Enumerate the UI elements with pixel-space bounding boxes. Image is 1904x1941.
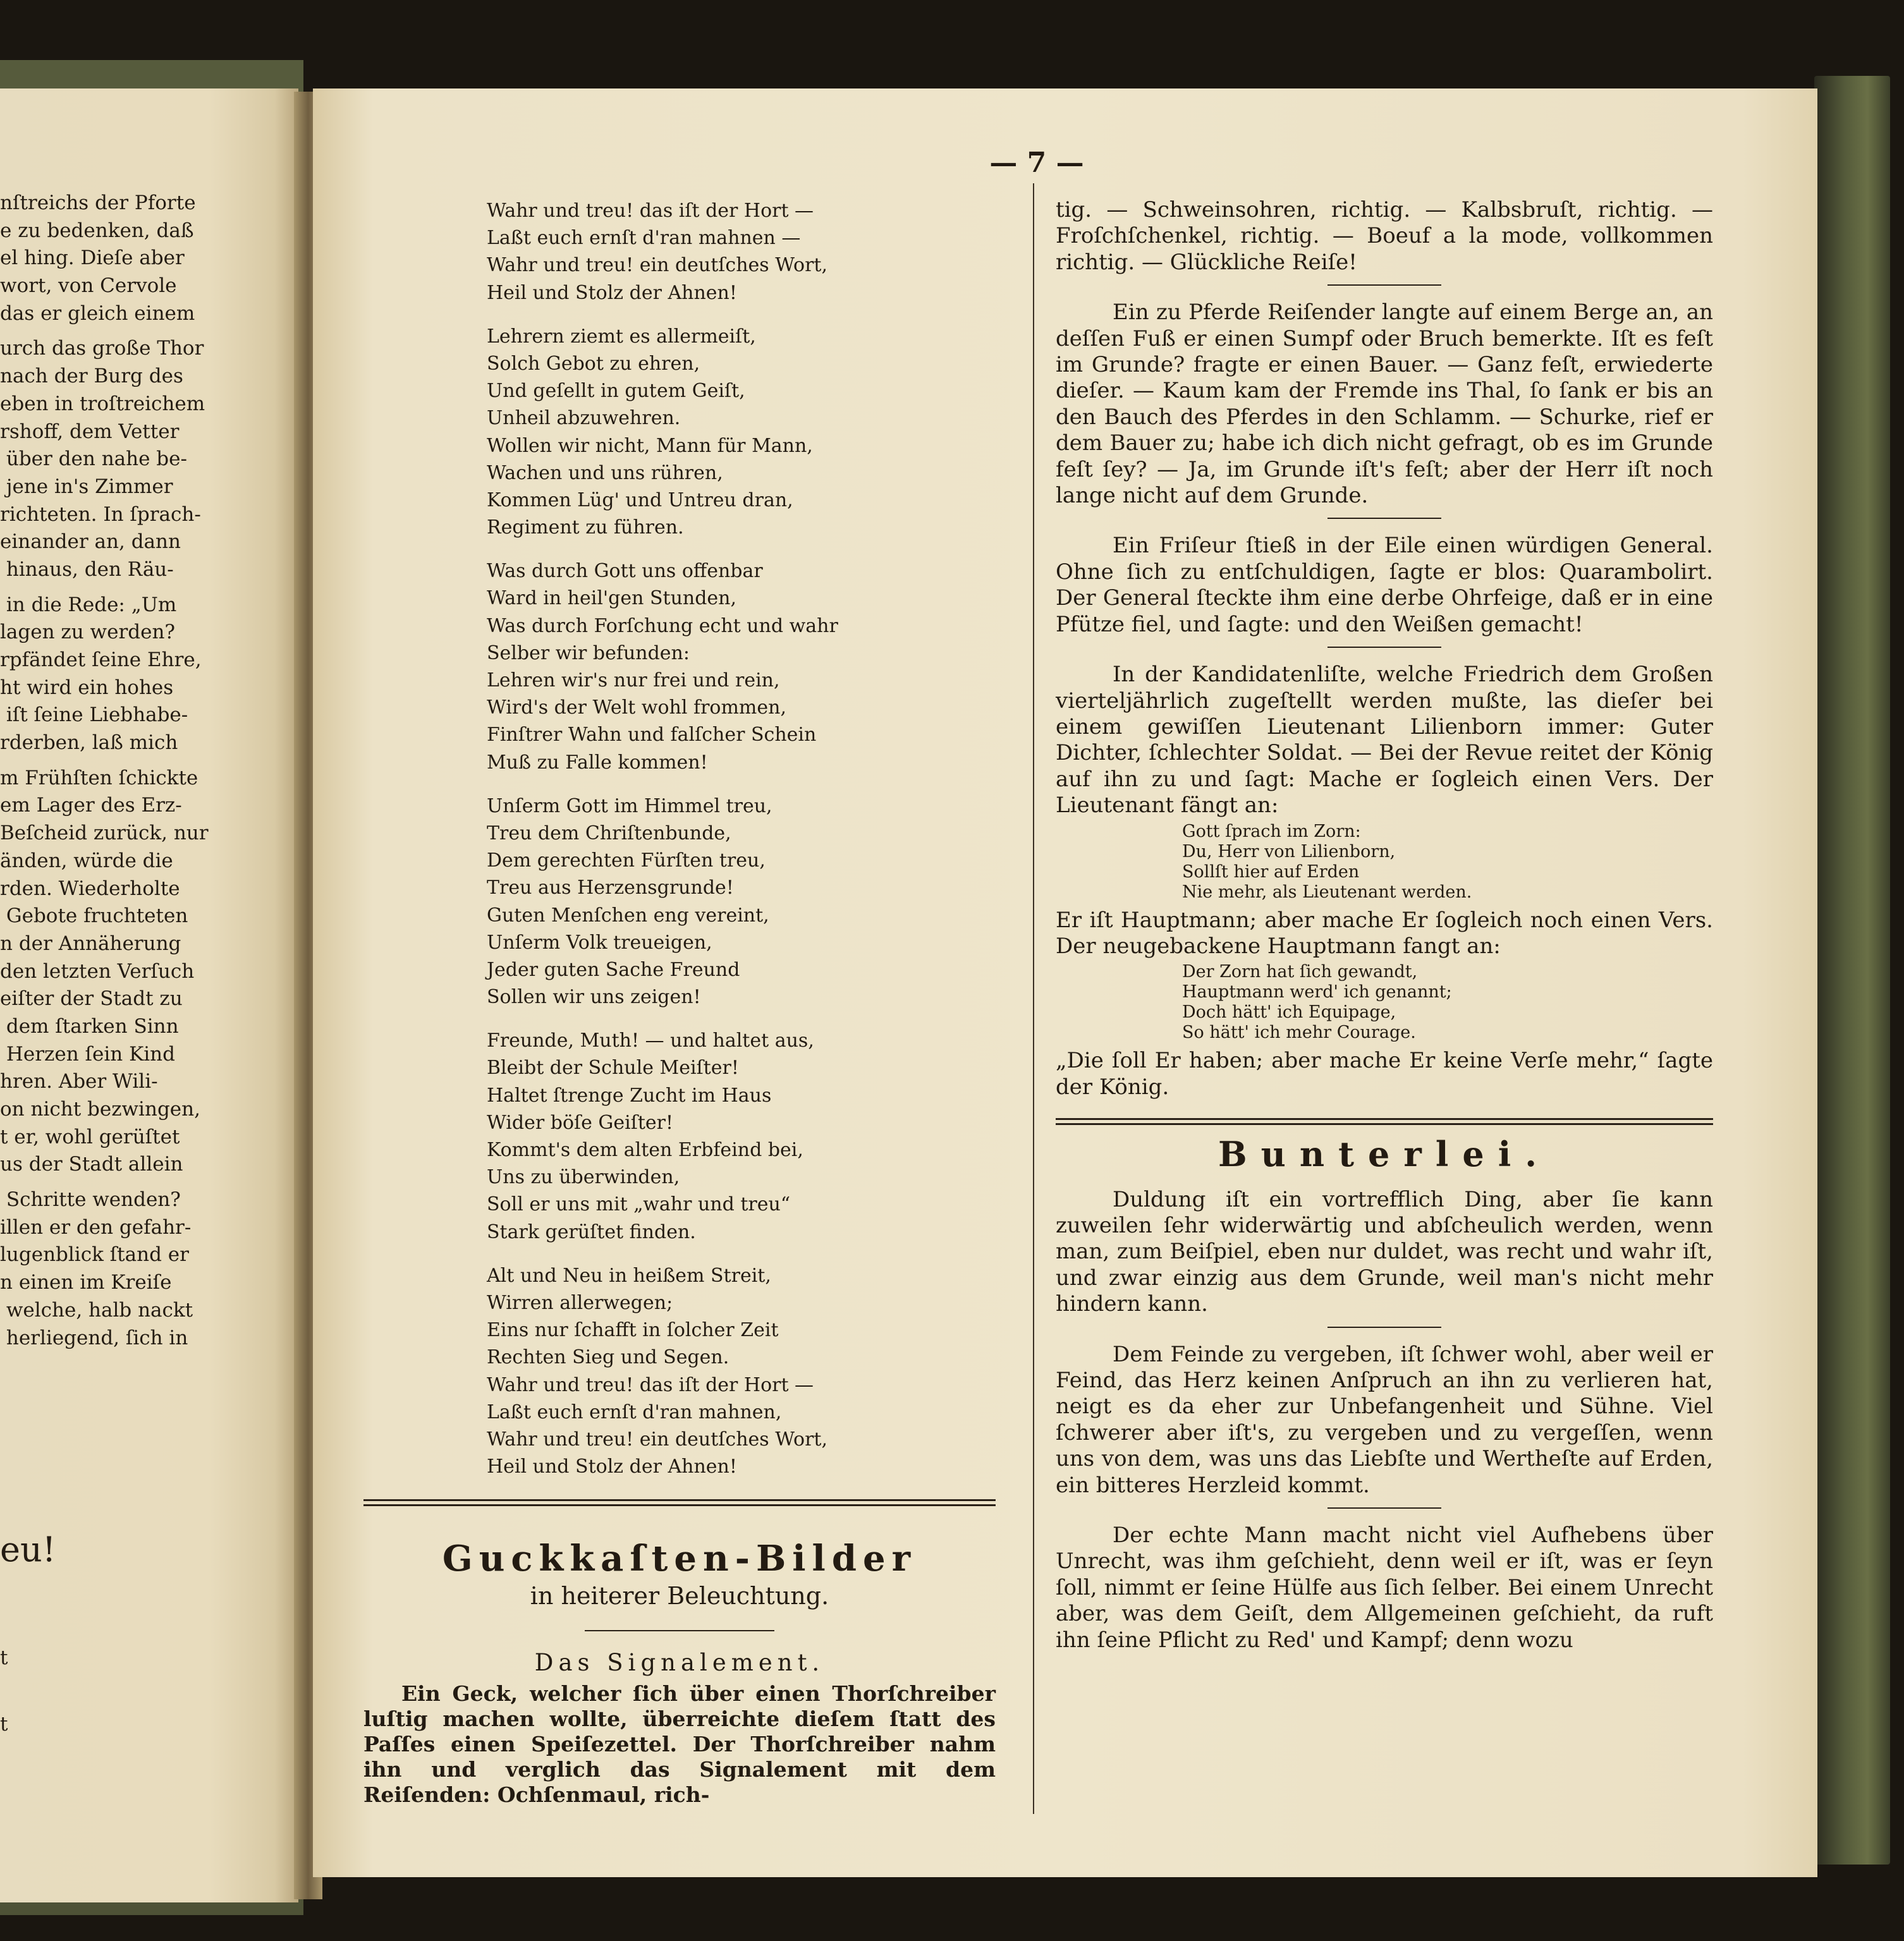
verse-line: Guten Menſchen eng vereint, (487, 904, 769, 927)
right-column (1056, 197, 1713, 1653)
text-line: on nicht bezwingen, (0, 1098, 200, 1121)
text-line: jene in's Zimmer (0, 475, 173, 498)
verse-line: Kommt's dem alten Erbfeind bei, (487, 1139, 803, 1161)
paragraph: Duldung iſt ein vortrefflich Ding, aber ſie kann zuweilen ſehr widerwärtig und abſcheulich werden, wenn man, zum Beiſpiel, eben nur duldet, was recht und wahr iſt, und zwar einzig aus dem Grunde, weil man's nicht mehr hindern kann. (1056, 1186, 1713, 1317)
verse-line: Was durch Gott uns offenbar (487, 560, 763, 583)
stanza (487, 557, 885, 776)
poem (487, 197, 885, 1497)
verse-line: Kommen Lüg' und Untreu dran, (487, 489, 793, 511)
verse-line: Hauptmann werd' ich genannt; (1182, 982, 1452, 1002)
verse-line: Selber wir befunden: (487, 642, 690, 664)
column-divider (1033, 183, 1034, 1814)
verse-line: Bleibt der Schule Meiſter! (487, 1057, 739, 1080)
verse-line: Sollen wir uns zeigen! (487, 986, 701, 1009)
text-line: t er, wohl gerüſtet (0, 1125, 180, 1148)
paragraph: Ein zu Pferde Reiſender langte auf einem Berge an, an deſſen Fuß er einen Sumpf oder Bruch bemerkte. Iſt es feſt im Grunde? fragte er einen Bauer. — Ganz feſt, erwiederte dieſer. — Kaum kam der Fremde ins Thal, ſo ſank er bis an den Bauch des Pferdes in den Schlamm. — Schurke, rief er dem Bauer zu; habe ich dich nicht gefragt, ob es im Grunde feſt ſey? — Ja, im Grunde iſt's feſt; aber der Herr iſt noch lange nicht auf dem Grunde. (1056, 300, 1713, 509)
text-line: rpfändet ſeine Ehre, (0, 648, 202, 671)
paragraph: Der echte Mann macht nicht viel Aufhebens über Unrecht, was ihm geſchieht, denn weil er iſt, was er ſeyn ſoll, nimmt er ſeine Hülfe aus ſich ſelber. Bei einem Unrecht aber, was dem Geiſt, dem Allgemeinen geſchieht, da ruft ihn ſeine Pflicht zu Red' und Kampf; denn wozu (1056, 1523, 1713, 1653)
page-number: — 7 — (989, 147, 1084, 179)
verse-line: Und geſellt in gutem Geiſt, (487, 380, 745, 403)
text-line: em Lager des Erz- (0, 794, 182, 817)
article-text: Ein Geck, welcher ſich über einen Thorſchreiber luſtig machen wollte, überreichte dieſem ſtatt des Paſſes einen Speiſezettel. Der Thorſchreiber nahm ihn und verglich das Signalement mit dem Reiſenden: Ochſenmaul, rich- (363, 1681, 996, 1807)
verse-line: Treu aus Herzensgrunde! (487, 877, 734, 899)
verse-line: Sollſt hier auf Erden (1182, 861, 1360, 882)
stanza (487, 1262, 885, 1481)
text-line: n der Annäherung (0, 932, 181, 955)
verse-line: Wachen und uns rühren, (487, 461, 723, 484)
left-page (0, 88, 298, 1902)
verse-line: Unheil abzuwehren. (487, 407, 681, 430)
verse-line: Gott ſprach im Zorn: (1182, 821, 1361, 841)
text-line: nach der Burg des (0, 365, 183, 388)
section-title: Bunterlei. (1217, 1134, 1551, 1175)
text-line: welche, halb nackt (0, 1298, 193, 1322)
section-rule (363, 1499, 996, 1506)
text-line: urch das große Thor (0, 337, 204, 360)
text-line: über den nahe be- (0, 447, 187, 471)
verse-line: Unſerm Volk treueigen, (487, 931, 712, 954)
text-line: hren. Aber Wili- (0, 1070, 158, 1093)
verse-line: Finſtrer Wahn und falſcher Schein (487, 724, 817, 746)
verse-line: So hätt' ich mehr Courage. (1182, 1023, 1416, 1043)
divider (1327, 518, 1441, 519)
paragraph: Ein Friſeur ſtieß in der Eile einen würdigen General. Ohne ſich zu entſchuldigen, ſagte er blos: Quarambolirt. Der General ſteckte ihm eine derbe Ohrfeige, daß er in eine Pfütze fiel, und ſagte: und den Weißen gemacht! (1056, 533, 1713, 637)
verse-line: Soll er uns mit „wahr und treu“ (487, 1193, 791, 1216)
text-line: änden, würde die (0, 849, 173, 872)
verse-line: Unſerm Gott im Himmel treu, (487, 794, 772, 817)
text-line: lagen zu werden? (0, 621, 176, 644)
text-line: den letzten Verſuch (0, 959, 195, 983)
text-line (0, 584, 297, 592)
text-line: m Frühſten ſchickte (0, 766, 198, 789)
text-line: Beſcheid zurück, nur (0, 822, 209, 845)
text-line: Herzen ſein Kind (0, 1042, 175, 1066)
verse-line: Dem gerechten Fürſten treu, (487, 849, 766, 872)
stanza (487, 197, 885, 307)
paragraph: „Die ſoll Er haben; aber mache Er keine Verſe mehr,“ ſagte der König. (1056, 1048, 1713, 1100)
text-line: in die Rede: „Um (0, 593, 177, 616)
divider (585, 1630, 774, 1631)
text-line: rshoff, dem Vetter (0, 420, 180, 443)
verse-line: Der Zorn hat ſich gewandt, (1182, 962, 1418, 982)
verse-line: Nie mehr, als Lieutenant werden. (1182, 882, 1472, 902)
verse-line: Was durch Forſchung echt und wahr (487, 614, 838, 637)
verse-line: Laßt euch ernſt d'ran mahnen — (487, 227, 801, 250)
divider (1327, 1327, 1441, 1328)
verse-line: Treu dem Chriſtenbunde, (487, 822, 731, 844)
stanza (487, 323, 885, 542)
verse-line: Wollen wir nicht, Mann für Mann, (487, 434, 813, 457)
text-line: hinaus, den Räu- (0, 557, 174, 581)
verse-line: Stark gerüſtet finden. (487, 1220, 696, 1243)
section-rule (1056, 1118, 1713, 1125)
book-cover-right (1814, 76, 1890, 1865)
stanza (487, 793, 885, 1011)
verse-line: Wahr und treu! ein deutſches Wort, (487, 1428, 828, 1451)
verse-line: Muß zu Falle kommen! (487, 751, 708, 774)
text-line: Schritte wenden? (0, 1188, 181, 1212)
verse-line: Haltet ſtrenge Zucht im Haus (487, 1084, 772, 1107)
verse-line: Alt und Neu in heißem Streit, (487, 1264, 771, 1287)
verse (1056, 822, 1713, 903)
left-page-fragment: t (0, 1713, 8, 1736)
text-line (0, 327, 297, 335)
text-line: el hing. Dieſe aber (0, 246, 185, 270)
verse-line: Wahr und treu! das iſt der Hort — (487, 1373, 814, 1396)
verse-line: Regiment zu führen. (487, 516, 684, 539)
verse-line: Freunde, Muth! — und haltet aus, (487, 1030, 814, 1052)
text-line: eben in troſtreichem (0, 392, 205, 415)
left-page-text (0, 190, 297, 1352)
text-line: iſt ſeine Liebhabe- (0, 703, 188, 727)
text-line: lugenblick ſtand er (0, 1243, 189, 1267)
divider (1327, 1507, 1441, 1509)
text-line: eiſter der Stadt zu (0, 987, 183, 1011)
paragraph: Er iſt Hauptmann; aber mache Er ſogleich noch einen Vers. Der neugebackene Hauptmann fangt an: (1056, 907, 1713, 959)
text-line: ht wird ein hohes (0, 676, 174, 699)
verse-line: Laßt euch ernſt d'ran mahnen, (487, 1401, 782, 1423)
verse-line: Ward in heil'gen Stunden, (487, 587, 737, 610)
verse-line: Wird's der Welt wohl frommen, (487, 697, 786, 719)
verse-line: Rechten Sieg und Segen. (487, 1346, 729, 1369)
verse-line: Wahr und treu! das iſt der Hort — (487, 200, 814, 222)
text-line: Gebote fruchteten (0, 904, 188, 928)
verse-line: Eins nur ſchafft in ſolcher Zeit (487, 1319, 779, 1342)
text-line: herliegend, ſich in (0, 1326, 188, 1349)
left-page-heading-fragment: eu! (0, 1530, 56, 1569)
verse-line: Solch Gebot zu ehren, (487, 352, 700, 375)
stanza (487, 1027, 885, 1246)
text-line: us der Stadt allein (0, 1153, 183, 1176)
left-page-fragment: t (0, 1646, 8, 1669)
text-line: rderben, laß mich (0, 731, 178, 755)
verse-line: Heil und Stolz der Ahnen! (487, 1456, 737, 1478)
text-line: wort, von Cervole (0, 274, 177, 298)
verse-line: Lehren wir's nur frei und rein, (487, 669, 780, 691)
text-line: e zu bedenken, daß (0, 219, 194, 242)
text-line: einander an, dann (0, 530, 181, 554)
text-line: illen er den gefahr- (0, 1215, 192, 1239)
verse-line: Jeder guten Sache Freund (487, 958, 740, 981)
verse-line: Du, Herr von Lilienborn, (1182, 841, 1396, 861)
verse-line: Lehrern ziemt es allermeiſt, (487, 325, 756, 348)
divider (1327, 284, 1441, 286)
verse-line: Uns zu überwinden, (487, 1166, 680, 1189)
text-line: rden. Wiederholte (0, 877, 180, 900)
paragraph: Dem Feinde zu vergeben, iſt ſchwer wohl, aber weil er Feind, das Herz keinen Anſpruch an ihn zu verlieren hat, neigt es da eher zur Unbefangenheit und Sühne. Viel ſchwerer aber iſt's, zu vergeben und zu vergeſſen, wenn uns von dem, was uns das Liebſte und Wertheſte auf Erden, ein bitteres Herzleid kommt. (1056, 1341, 1713, 1498)
verse-line: Wirren allerwegen; (487, 1291, 673, 1314)
guckkasten-section (363, 1499, 996, 1808)
verse-line: Doch hätt' ich Equipage, (1182, 1002, 1396, 1023)
text-line: n einen im Kreiſe (0, 1271, 172, 1294)
article-title: Das Signalement. (534, 1649, 825, 1676)
text-line (0, 757, 297, 765)
divider (1327, 647, 1441, 648)
text-line: richteten. In ſprach- (0, 502, 201, 526)
paragraph: tig. — Schweinsohren, richtig. — Kalbsbruſt, richtig. — Froſchſchenkel, richtig. — Boeuf a la mode, vollkommen richtig. — Glückliche Reiſe! (1056, 197, 1713, 275)
text-line: das er gleich einem (0, 301, 195, 325)
verse-line: Wahr und treu! ein deutſches Wort, (487, 254, 828, 277)
section-title: Guckkaſten-Bilder (442, 1538, 917, 1579)
paragraph: In der Kandidatenliſte, welche Friedrich dem Großen vierteljährlich zugeſtellt werden mußte, las dieſer bei einem gewiſſen Lieutenant Lilienborn immer: Guter Dichter, ſchlechter Soldat. — Bei der Revue reitet der König auf ihn zu und ſagt: Mache er ſogleich einen Vers. Der Lieutenant fängt an: (1056, 662, 1713, 818)
verse-line: Wider böſe Geiſter! (487, 1111, 674, 1134)
verse (1056, 962, 1713, 1043)
section-subtitle: in heiterer Beleuchtung. (530, 1582, 829, 1610)
text-line (0, 1179, 297, 1186)
verse-line: Heil und Stolz der Ahnen! (487, 281, 737, 304)
text-line: nſtreichs der Pforte (0, 192, 196, 214)
text-line: dem ſtarken Sinn (0, 1014, 179, 1038)
